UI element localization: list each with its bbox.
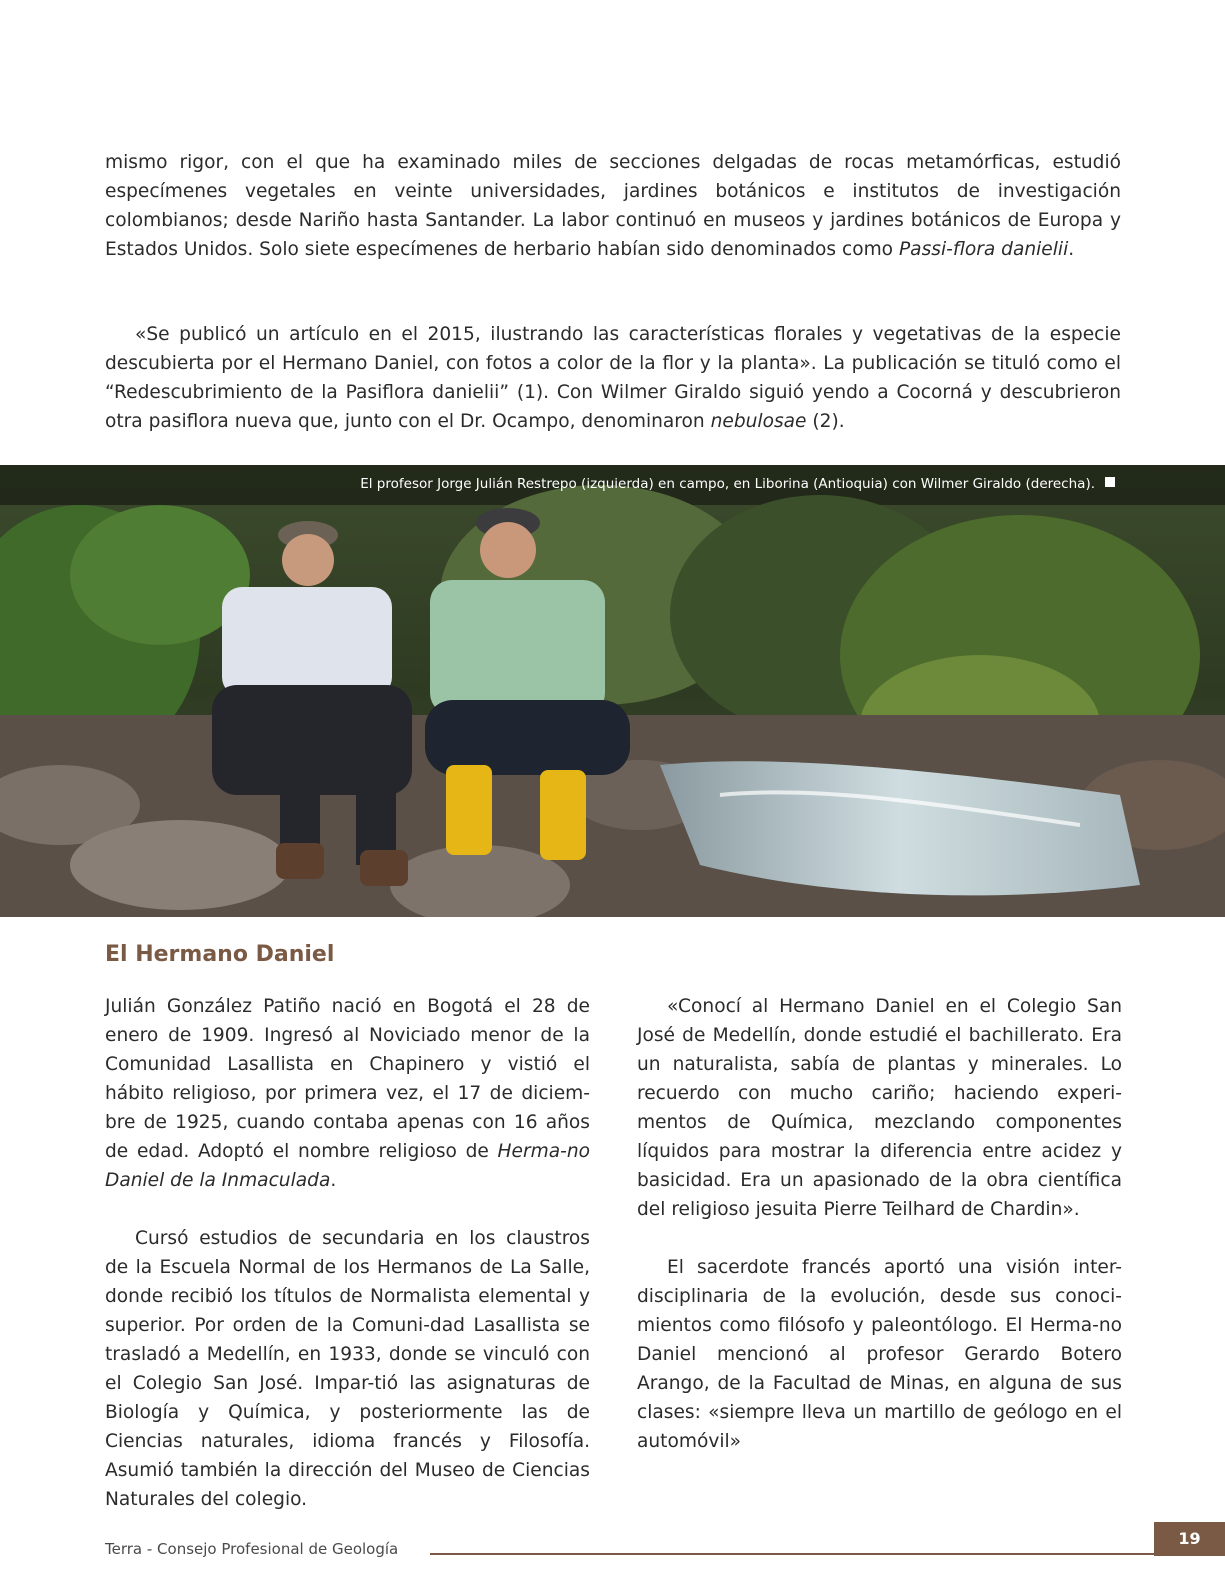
caption-square-icon xyxy=(1105,477,1115,487)
intro-paragraph-1: mismo rigor, con el que ha examinado miles de secciones delgadas de rocas metamórficas, estudió especímenes vegetales en veinte universidades, jardines botánicos e institutos de investigación colombianos; desde Nariño hasta Santander. La labor continuó en museos y jardines botánicos de Europa y Estados Unidos. Solo siete especímenes de herbario habían sido denominados como Passi-flora danielii. xyxy=(105,152,1121,260)
footer-publication: Terra - Consejo Profesional de Geología xyxy=(105,1540,399,1558)
right-column xyxy=(637,992,1122,1485)
intro-paragraph-2: «Se publicó un artículo en el 2015, ilustrando las características florales y vegetativas de la especie descubierta por el Hermano Daniel, con fotos a color de la flor y la planta». La publicación se tituló como el “Redescubrimiento de la Pasiflora danielii” (1). Con Wilmer Giraldo siguió yendo a Cocorná y descubrieron otra pasiflora nueva que, junto con el Dr. Ocampo, denominaron nebulosae (2). xyxy=(105,324,1121,432)
left-paragraph-1: Julián González Patiño nació en Bogotá el 28 de enero de 1909. Ingresó al Noviciado menor de la Comunidad Lasallista en Chapinero y vistió el hábito religioso, por primera vez, el 17 de diciem-bre de 1925, cuando contaba apenas con 16 años de edad. Adoptó el nombre religioso de Herma-no Daniel de la Inmaculada. xyxy=(105,996,590,1191)
section-title: El Hermano Daniel xyxy=(105,942,335,967)
page-number: 19 xyxy=(1154,1522,1225,1556)
left-column xyxy=(105,992,590,1543)
footer-divider xyxy=(430,1553,1154,1555)
right-paragraph-1: «Conocí al Hermano Daniel en el Colegio San José de Medellín, donde estudié el bachillerato. Era un naturalista, sabía de plantas y minerales. Lo recuerdo con mucho cariño; haciendo experi-mentos de Química, mezclando componentes líquidos para mostrar la diferencia entre acidez y basicidad. Era un apasionado de la obra científica del religioso jesuita Pierre Teilhard de Chardin». xyxy=(637,996,1122,1220)
field-photo xyxy=(0,465,1225,917)
photo-caption: El profesor Jorge Julián Restrepo (izquierda) en campo, en Liborina (Antioquia) con Wilmer Giraldo (derecha). xyxy=(360,475,1115,493)
field-photo-illustration xyxy=(0,465,1225,917)
right-paragraph-2: El sacerdote francés aportó una visión inter-disciplinaria de la evolución, desde sus conoci-mientos como filósofo y paleontólogo. El Herma-no Daniel mencionó al profesor Gerardo Botero Arango, de la Facultad de Minas, en alguna de sus clases: «siempre lleva un martillo de geólogo en el automóvil» xyxy=(637,1257,1122,1452)
left-paragraph-2: Cursó estudios de secundaria en los claustros de la Escuela Normal de los Hermanos de La Salle, donde recibió los títulos de Normalista elemental y superior. Por orden de la Comuni-dad Lasallista se trasladó a Medellín, en 1933, donde se vinculó con el Colegio San José. Impar-tió las asignaturas de Biología y Química, y posteriormente las de Ciencias naturales, idioma francés y Filosofía. Asumió también la dirección del Museo de Ciencias Naturales del colegio. xyxy=(105,1228,590,1510)
